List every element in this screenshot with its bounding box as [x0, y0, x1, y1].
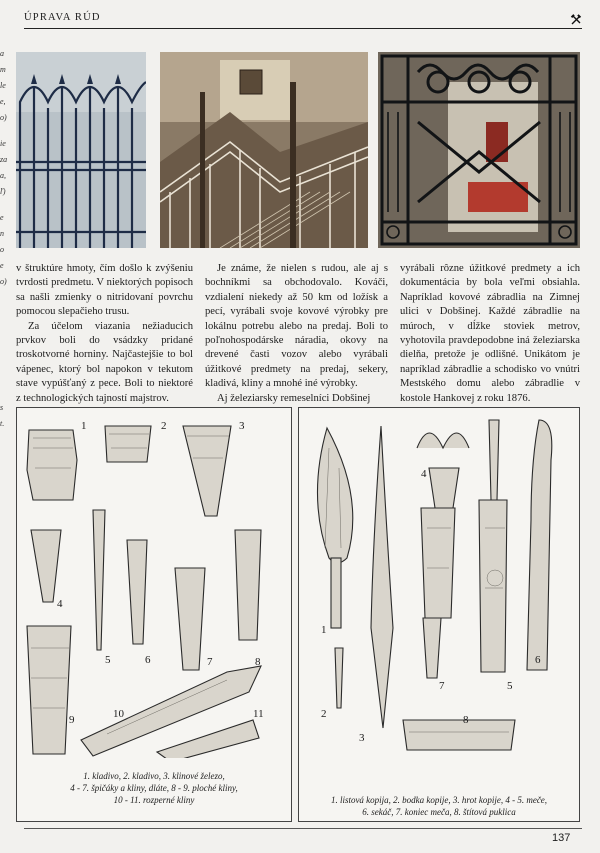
paragraph: Za účelom viazania nežiaducich prvkov boli do vsádzky pridané troskotvorné horniny. Najčastejšie to bol vápenec, ktorý bol napokon v tekutom stave vypúšťaný z pece. Boli to niektoré z technologických tajností majstrov. — [16, 320, 193, 404]
page-number: 137 — [552, 832, 571, 844]
fig-number: 2 — [161, 420, 167, 432]
margin-fragments: a m le e, o) ie za a, ľ) e n o e o) — [0, 49, 8, 286]
photo-iron-fence — [16, 52, 146, 248]
fig-number: 9 — [69, 714, 75, 726]
figure-caption: 1. kladivo, 2. kladivo, 3. klinové železo, 4 - 7. špičáky a kliny, dláte, 8 - 9. ploché kliny, 10 - 11. rozperné kliny — [70, 771, 238, 805]
paragraph: Aj železiarsky remeselníci Dobšinej — [217, 392, 371, 404]
fig-number: 2 — [321, 708, 327, 720]
text-column-2 — [205, 262, 388, 406]
fig-number: 4 — [57, 598, 63, 610]
running-header: ÚPRAVA RÚD — [24, 12, 101, 23]
fig-number: 5 — [105, 654, 111, 666]
fig-number: 1 — [81, 420, 87, 432]
fig-number: 10 — [113, 708, 124, 720]
footer-rule — [24, 828, 582, 829]
text-column-1 — [16, 262, 193, 406]
figure-caption: 1. listová kopija, 2. bodka kopije, 3. hrot kopije, 4 - 5. meče, 6. sekáč, 7. koniec meča, 8. štítová puklica — [330, 795, 548, 817]
paragraph: vyrábali rôzne úžitkové predmety a ich dokumentácia by bola veľmi obsiahla. Napríklad kovové zábradlia na Zimnej ulici v Dobšinej. Každé zábradlie na múroch, v dĺžke stoviek metrov, vyhotovila pravdepodobne iná železiarska dielňa, pretože je odlišné. Unikátom je napríklad zábradlie a schodisko vo vnútri Mestského domu alebo zábradlie v kostole Hankovej z roku 1876. — [400, 263, 580, 404]
fig-number: 6 — [535, 654, 541, 666]
text-column-3 — [400, 262, 580, 406]
figure-tools — [16, 407, 292, 822]
paragraph: Je známe, že nielen s rudou, ale aj s bochníkmi sa obchodovalo. Kováči, vzdialení niekedy až 50 km od ložísk a pecí, vyrábali svoje kovové výrobky pre lokálnu potrebu alebo na predaj. Boli to poľnohospodárske náradia, okovy na drevené časti vozov alebo vyrábali úžitkové predmety na predaj, sekery, kladivá, kliny a mnohé iné výrobky. — [205, 263, 388, 390]
fig-number: 5 — [507, 680, 513, 692]
margin-fragment-lower: s t. — [0, 403, 5, 428]
tools-drawing — [17, 408, 291, 758]
fig-number: 8 — [463, 714, 469, 726]
photo-wrought-iron-gate — [378, 52, 580, 248]
fig-number: 7 — [207, 656, 213, 668]
fig-number: 7 — [439, 680, 445, 692]
fig-number: 6 — [145, 654, 151, 666]
fig-number: 3 — [239, 420, 245, 432]
crossed-hammers-icon — [570, 14, 582, 26]
figure-weapons — [298, 407, 580, 822]
fig-number: 1 — [321, 624, 327, 636]
paragraph: v štruktúre hmoty, čím došlo k zvýšeniu tvrdosti predmetu. V niektorých popisoch sa našli zmienky o nitridovaní povrchu pomocou slepačieho trusu. — [16, 263, 193, 318]
fig-number: 4 — [421, 468, 427, 480]
weapons-drawing — [299, 408, 579, 753]
fig-number: 8 — [255, 656, 261, 668]
fig-number: 3 — [359, 732, 365, 744]
header-rule — [24, 28, 582, 29]
photo-ornate-staircase — [160, 52, 368, 248]
fig-number: 11 — [253, 708, 264, 720]
